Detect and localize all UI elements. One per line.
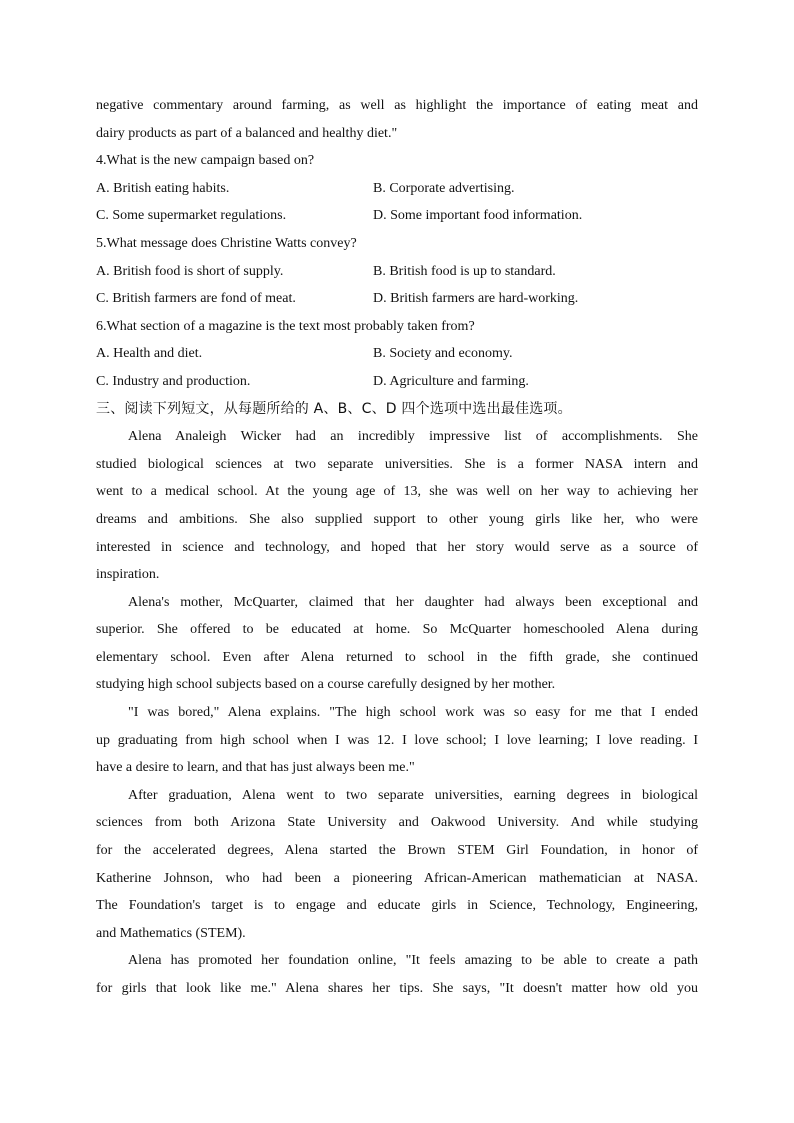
text-line: sciences from both Arizona State University and Oakwood University. And while studying <box>96 815 698 831</box>
text-line: studying high school subjects based on a course carefully designed by her mother. <box>96 677 556 693</box>
text-line: Alena Analeigh Wicker had an incredibly impressive list of accomplishments. She <box>128 429 698 445</box>
option-b: B. Society and economy. <box>373 346 513 362</box>
option-a: A. British food is short of supply. <box>96 263 284 279</box>
option-d: D. British farmers are hard-working. <box>373 291 579 307</box>
question-4 <box>96 147 698 230</box>
text-line: After graduation, Alena went to two separate universities, earning degrees in biological <box>128 787 698 803</box>
option-d: D. Agriculture and farming. <box>373 373 529 389</box>
text-line: superior. She offered to be educated at home. So McQuarter homeschooled Alena during <box>96 622 698 638</box>
question-stem: 5.What message does Christine Watts convey? <box>96 235 357 251</box>
passage-paragraph-5 <box>96 947 698 1002</box>
question-5 <box>96 230 698 313</box>
document-page <box>96 92 698 1003</box>
option-c: C. Industry and production. <box>96 373 251 389</box>
text-line: negative commentary around farming, as well as highlight the importance of eating meat and <box>96 98 698 113</box>
passage-paragraph-2 <box>96 589 698 699</box>
text-line: studied biological sciences at two separate universities. She is a former NASA intern and <box>96 456 698 472</box>
passage-paragraph-4 <box>96 782 698 948</box>
text-line: interested in science and technology, and hoped that her story would serve as a source of <box>96 539 698 555</box>
text-line: and Mathematics (STEM). <box>96 925 246 941</box>
option-b: B. Corporate advertising. <box>373 180 515 196</box>
text-line: Alena's mother, McQuarter, claimed that her daughter had always been exceptional and <box>128 594 698 610</box>
option-a: A. Health and diet. <box>96 346 203 362</box>
text-line: elementary school. Even after Alena returned to school in the fifth grade, she continued <box>96 649 698 665</box>
question-6 <box>96 313 698 396</box>
text-line: The Foundation's target is to engage and educate girls in Science, Technology, Engineering, <box>96 898 698 914</box>
text-line: dreams and ambitions. She also supplied support to other young girls like her, who were <box>96 511 698 527</box>
text-line: have a desire to learn, and that has just always been me." <box>96 760 415 776</box>
text-line: for girls that look like me." Alena shares her tips. She says, "It doesn't matter how old you <box>96 981 698 996</box>
question-stem: 6.What section of a magazine is the text most probably taken from? <box>96 318 475 334</box>
section-heading: 三、阅读下列短文，从每题所给的 A、B、C、D 四个选项中选出最佳选项。 <box>96 400 572 417</box>
option-b: B. British food is up to standard. <box>373 263 556 279</box>
text-line: up graduating from high school when I was 12. I love school; I love learning; I love reading. I <box>96 732 698 748</box>
text-line: Alena has promoted her foundation online, "It feels amazing to be able to create a path <box>128 953 698 969</box>
option-d: D. Some important food information. <box>373 208 583 224</box>
option-c: C. British farmers are fond of meat. <box>96 291 296 307</box>
text-line: Katherine Johnson, who had been a pioneering African-American mathematician at NASA. <box>96 870 698 886</box>
passage-paragraph-3 <box>96 699 698 782</box>
text-line: dairy products as part of a balanced and healthy diet." <box>96 125 398 141</box>
continued-paragraph <box>96 92 698 147</box>
option-c: C. Some supermarket regulations. <box>96 208 287 224</box>
passage-paragraph-1 <box>96 423 698 589</box>
text-line: inspiration. <box>96 567 160 583</box>
text-line: for the accelerated degrees, Alena started the Brown STEM Girl Foundation, in honor of <box>96 843 698 859</box>
question-stem: 4.What is the new campaign based on? <box>96 153 315 169</box>
text-line: went to a medical school. At the young age of 13, she was well on her way to achieving her <box>96 484 698 500</box>
text-line: "I was bored," Alena explains. "The high school work was so easy for me that I ended <box>128 705 698 721</box>
option-a: A. British eating habits. <box>96 180 230 196</box>
